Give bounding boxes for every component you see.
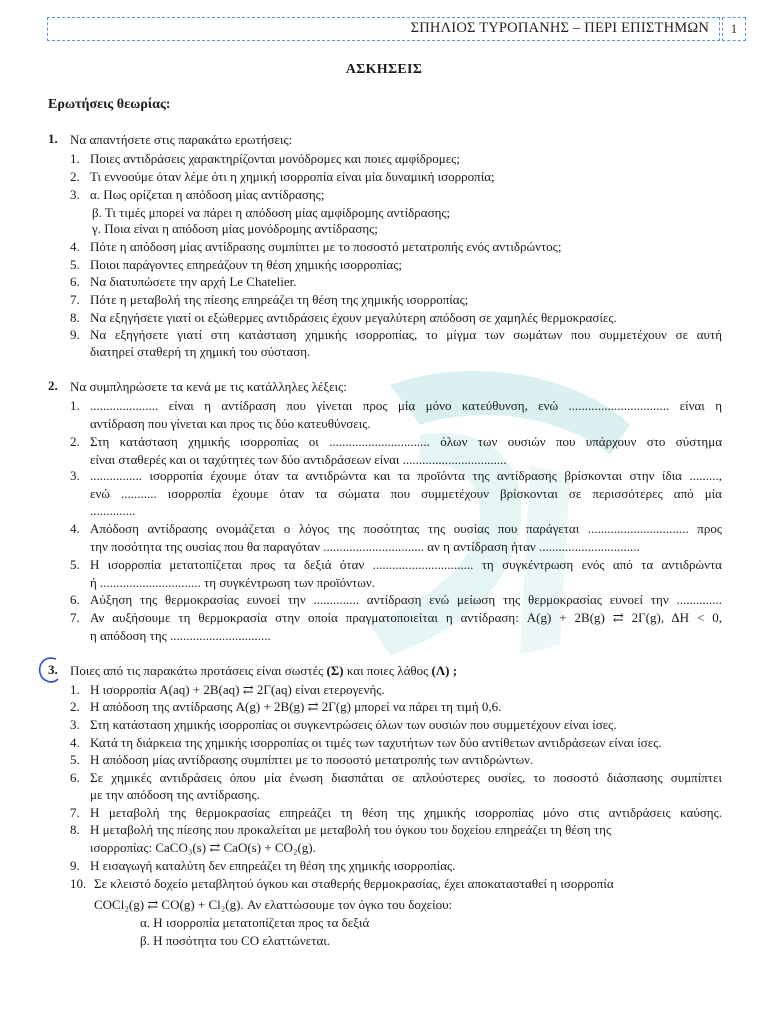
item-text: Να διατυπώσετε την αρχή Le Chatelier.: [90, 274, 297, 289]
item-number: 1.: [70, 151, 80, 166]
q3-prompt-s: (Σ): [326, 663, 344, 678]
section-heading: Ερωτήσεις θεωρίας:: [48, 97, 171, 112]
header-banner: [47, 17, 720, 41]
item-text: β. Η ποσότητα του CO ελαττώνεται.: [140, 933, 331, 948]
item-text: Η μεταβολή της πίεσης που προκαλείται με μεταβολή του όγκου του δοχείου επηρεάζει τη θέση της: [90, 822, 612, 837]
item-number: 8.: [70, 310, 80, 325]
item-text: ή ............................... τη συγκέντρωση των προϊόντων.: [90, 575, 375, 590]
item-text: ..................... είναι η αντίδραση που γίνεται προς μία μόνο κατεύθυνση, ενώ ............................... είναι η: [90, 398, 722, 413]
item-number: 8.: [70, 822, 80, 837]
item-text: Πότε η μεταβολή της πίεσης επηρεάζει τη θέση της χημικής ισορροπίας;: [90, 292, 469, 307]
item-number: 7.: [70, 805, 80, 820]
item-text: με την απόδοση της αντίδρασης.: [90, 787, 260, 802]
header-title: ΣΠΗΛΙΟΣ ΤΥΡΟΠΑΝΗΣ – ΠΕΡΙ ΕΠΙΣΤΗΜΩΝ: [410, 20, 709, 36]
question-2-number: 2.: [48, 378, 58, 393]
item-text: γ. Ποια είναι η απόδοση μίας μονόδρομης αντίδρασης;: [92, 221, 378, 236]
item-number: 5.: [70, 752, 80, 767]
item-text: Αύξηση της θερμοκρασίας ευνοεί την .............. αντίδραση ενώ μείωση της θερμοκρασίας ευνοεί την ..............: [90, 592, 722, 607]
item-text: είναι σταθερές και οι ταχύτητες των δύο αντιδράσεων είναι ................................: [90, 452, 507, 467]
item-number: 7.: [70, 610, 80, 625]
item-text: Ποιοι παράγοντες επηρεάζουν τη θέση χημικής ισορροπίας;: [90, 257, 402, 272]
question-1-number: 1.: [48, 131, 58, 146]
item-text: Στη κατάσταση χημικής ισορροπίας οι ............................... όλων των ουσιών που υπάρχουν στο σύστημα: [90, 434, 722, 449]
item-text: α. Η ισορροπία μετατοπίζεται προς τα δεξιά: [140, 915, 370, 930]
item-text: Τι εννοούμε όταν λέμε ότι η χημική ισορροπία είναι μία δυναμική ισορροπία;: [90, 169, 495, 184]
item-number: 6.: [70, 770, 80, 785]
q3-prompt-l: (Λ) ;: [431, 663, 458, 678]
item-number: 1.: [70, 398, 80, 413]
item-text: α. Πως ορίζεται η απόδοση μίας αντίδρασης;: [90, 187, 325, 202]
item-number: 4.: [70, 521, 80, 536]
item-number: 3.: [70, 468, 80, 483]
item-text: Η εισαγωγή καταλύτη δεν επηρεάζει τη θέση της χημικής ισορροπίας.: [90, 858, 456, 873]
item-text: Αν αυξήσουμε τη θερμοκρασία στην οποία πραγματοποιείται η αντίδραση: A(g) + 2B(g) ⇄ 2Γ(g), ΔΗ < 0,: [90, 610, 722, 625]
item-number: 4.: [70, 239, 80, 254]
page-number: 1: [722, 17, 746, 41]
item-number: 9.: [70, 858, 80, 873]
item-text: Να εξηγήσετε γιατί στη κατάσταση χημικής ισορροπίας, το μίγμα των σωμάτων που συμμετέχουν σε αυτή: [90, 327, 722, 342]
item-text: ενώ ........... ισορροπία έχουμε όταν τα σώματα που συμμετέχουν βρίσκονται σε περισσότερες από μία: [90, 486, 722, 501]
item-text: Ποιες αντιδράσεις χαρακτηρίζονται μονόδρομες και ποιες αμφίδρομες;: [90, 151, 460, 166]
item-number: 10.: [70, 876, 87, 891]
item-number: 2.: [70, 434, 80, 449]
question-3-prompt: [70, 662, 457, 679]
item-number: 5.: [70, 257, 80, 272]
page-title: ΑΣΚΗΣΕΙΣ: [345, 62, 423, 77]
item-number: 6.: [70, 592, 80, 607]
item-text: αντίδραση που γίνεται και προς τις δύο κατευθύνσεις.: [90, 416, 371, 431]
item-number: 9.: [70, 327, 80, 342]
item-number: 5.: [70, 557, 80, 572]
item-number: 7.: [70, 292, 80, 307]
question-2-prompt: Να συμπληρώσετε τα κενά με τις κατάλληλες λέξεις:: [70, 379, 347, 394]
item-text: ισορροπίας: CaCO₃(s) ⇄ CaO(s) + CO₂(g).: [90, 840, 316, 855]
item-text: διατηρεί σταθερή τη χημική του σύσταση.: [90, 344, 311, 359]
item-number: 3.: [70, 187, 80, 202]
item-text: την ποσότητα της ουσίας που θα παραγόταν ............................... αν η αντίδραση ήταν ...............................: [90, 539, 640, 554]
item-text: Απόδοση αντίδρασης ονομάζεται ο λόγος της ποσότητας της ουσίας που παράγεται ............................... προς: [90, 521, 722, 536]
item-text: β. Τι τιμές μπορεί να πάρει η απόδοση μίας αμφίδρομης αντίδρασης;: [92, 205, 451, 220]
item-number: 3.: [70, 717, 80, 732]
question-1-prompt: Να απαντήσετε στις παρακάτω ερωτήσεις:: [70, 132, 293, 147]
item-text: Η ισορροπία A(aq) + 2B(aq) ⇄ 2Γ(aq) είναι ετερογενής.: [90, 682, 385, 697]
item-number: 6.: [70, 274, 80, 289]
item-text: Πότε η απόδοση μίας αντίδρασης συμπίπτει με το ποσοστό μετατροπής ενός αντιδρώντος;: [90, 239, 562, 254]
item-number: 2.: [70, 169, 80, 184]
item-text: Η ισορροπία μετατοπίζεται προς τα δεξιά όταν ............................... τη συγκέντρωση ενός από τα αντιδρώντα: [90, 557, 722, 572]
item-text: η απόδοση της ...............................: [90, 628, 271, 643]
item-number: 1.: [70, 682, 80, 697]
item-text: COCl₂(g) ⇄ CO(g) + Cl₂(g). Αν ελαττώσουμε τον όγκο του δοχείου:: [94, 897, 453, 912]
item-text: Σε κλειστό δοχείο μεταβλητού όγκου και σταθερής θερμοκρασίας, έχει αποκατασταθεί η ισορροπία: [94, 876, 614, 891]
item-text: Η μεταβολή της θερμοκρασίας επηρεάζει τη θέση της χημικής ισορροπίας μόνο στις αντιδράσεις καύσης.: [90, 805, 722, 820]
item-text: Στη κατάσταση χημικής ισορροπίας οι συγκεντρώσεις όλων των ουσιών που συμμετέχουν είναι ίσες.: [90, 717, 617, 732]
item-number: 2.: [70, 699, 80, 714]
q3-prompt-b: και ποιες λάθος: [343, 663, 432, 678]
item-text: Η απόδοση μίας αντίδρασης συμπίπτει με το ποσοστό μετατροπής των αντιδρώντων.: [90, 752, 534, 767]
question-3-number: 3.: [48, 662, 58, 677]
item-text: Κατά τη διάρκεια της χημικής ισορροπίας οι τιμές των ταχυτήτων των δύο αντίθετων αντιδράσεων είναι ίσες.: [90, 735, 662, 750]
q3-prompt-a: Ποιες από τις παρακάτω προτάσεις είναι σωστές: [70, 663, 327, 678]
item-text: ................ ισορροπία έχουμε όταν τα αντιδρώντα και τα προϊόντα της αντίδρασης βρίσκονται στην ίδια .........,: [90, 468, 722, 483]
item-text: ..............: [90, 503, 136, 518]
item-text: Σε χημικές αντιδράσεις όπου μία ένωση διασπάται σε απλούστερες ουσίες, το ποσοστό διάσπασης συμπίπτει: [90, 770, 722, 785]
item-text: Η απόδοση της αντίδρασης A(g) + 2B(g) ⇄ 2Γ(g) μπορεί να πάρει τη τιμή 0,6.: [90, 699, 502, 714]
item-text: Να εξηγήσετε γιατί οι εξώθερμες αντιδράσεις έχουν μεγαλύτερη απόδοση σε χαμηλές θερμοκρασίες.: [90, 310, 617, 325]
item-number: 4.: [70, 735, 80, 750]
